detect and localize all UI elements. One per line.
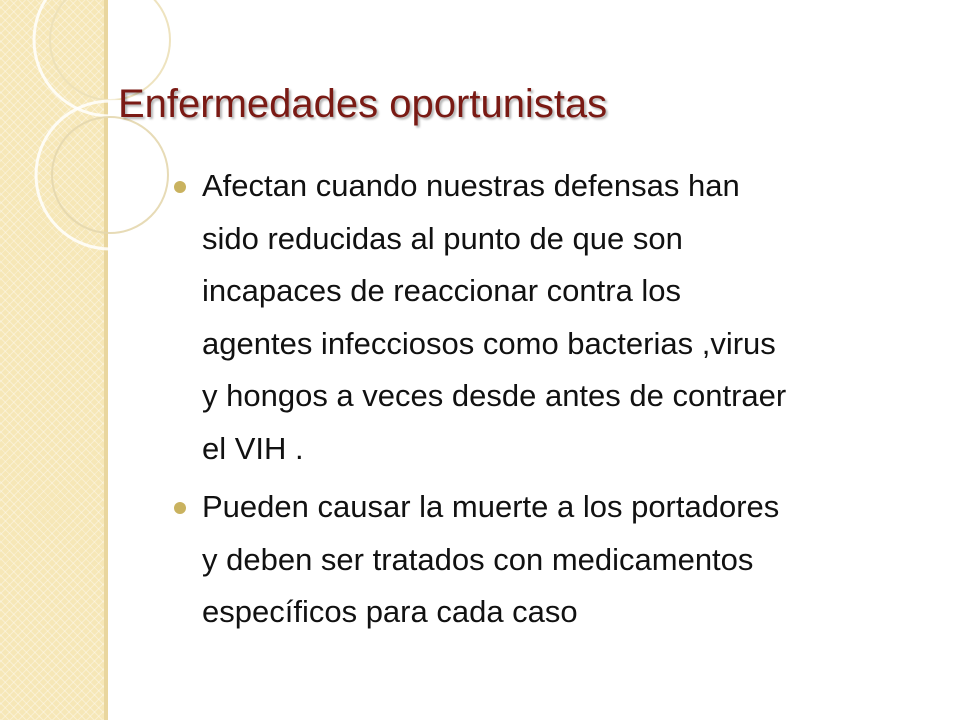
bullet-line: el VIH . <box>202 430 304 466</box>
bullet-line: Afectan cuando nuestras defensas han <box>202 168 740 203</box>
bullet-line: incapaces de reaccionar contra los <box>202 273 682 308</box>
decorative-circle-lower-inner <box>52 117 168 233</box>
bullet-dot-icon <box>174 181 186 193</box>
bullet-item <box>172 481 932 639</box>
bullet-line: agentes infecciosos como bacterias ,virus <box>202 325 776 361</box>
bullet-dot-icon <box>174 502 186 514</box>
bullet-list <box>172 160 932 645</box>
bullet-line: específicos para cada caso <box>202 594 578 629</box>
bullet-line: y deben ser tratados con medicamentos <box>202 541 754 577</box>
bullet-line: Pueden causar la muerte a los portadores <box>202 489 780 524</box>
bullet-line: y hongos a veces desde antes de contraer <box>202 378 787 413</box>
slide-title: Enfermedades oportunistas <box>118 82 608 126</box>
bullet-line: sido reducidas al punto de que son <box>202 220 683 256</box>
bullet-item <box>172 160 932 475</box>
